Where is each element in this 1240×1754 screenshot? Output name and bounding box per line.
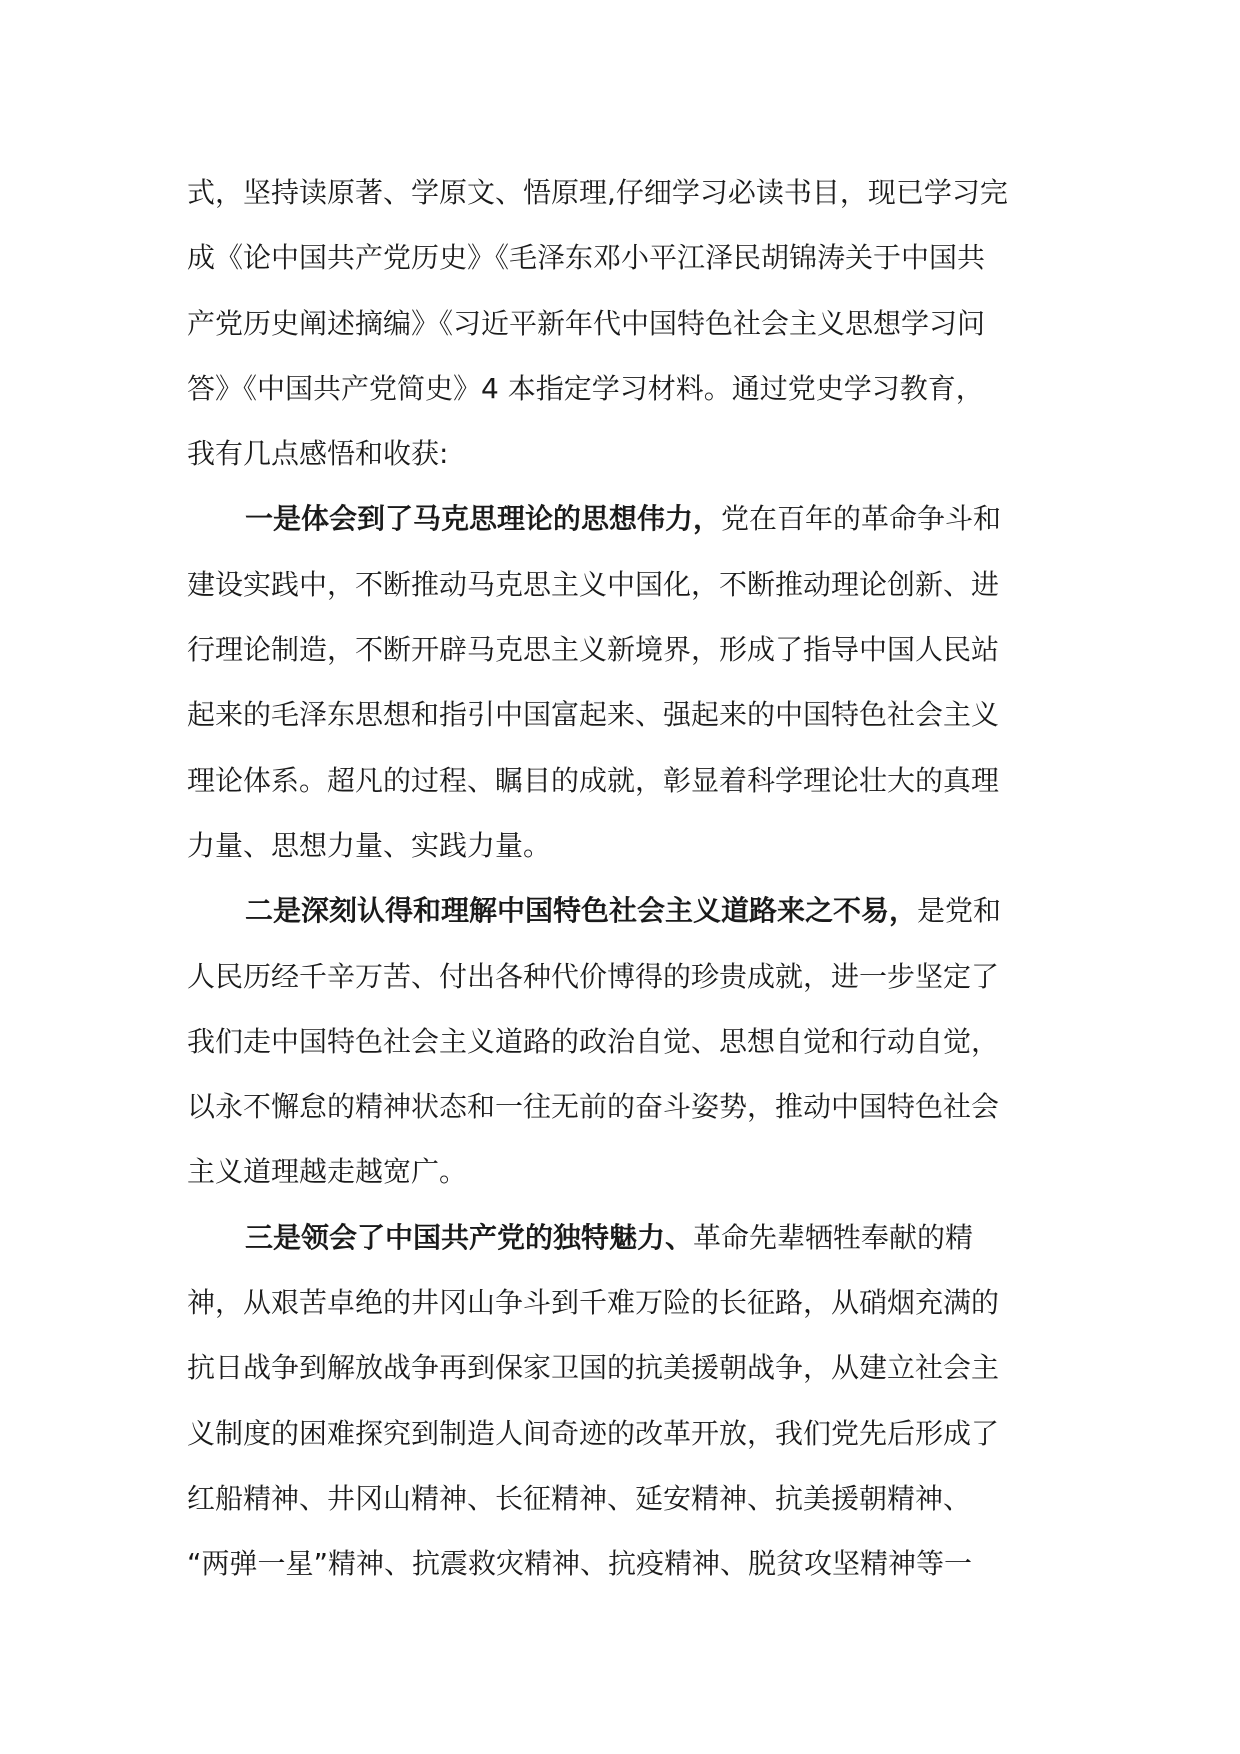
body-text-segment: 行理论制造，不断开辟马克思主义新境界，形成了指导中国人民站 (187, 633, 1000, 667)
text-line (187, 225, 1047, 290)
text-line (187, 356, 1047, 421)
body-text-segment: 答》《中国共产党简史》4 本指定学习材料。通过党史学习教育， (187, 371, 984, 405)
text-line (187, 748, 1047, 813)
body-text-segment: 人民历经千辛万苦、付出各种代价博得的珍贵成就，进一步坚定了 (187, 959, 1000, 993)
text-line (187, 1009, 1047, 1074)
text-line (187, 878, 1047, 943)
body-text-segment: 力量、思想力量、实践力量。 (187, 828, 552, 862)
body-text-segment: 是党和 (917, 894, 1002, 928)
text-line (187, 421, 1047, 486)
text-line (187, 617, 1047, 682)
body-text-segment: 义制度的困难探究到制造人间奇迹的改革开放，我们党先后形成了 (187, 1416, 1000, 1450)
body-text-segment: 抗日战争到解放战争再到保家卫国的抗美援朝战争，从建立社会主 (187, 1351, 1000, 1385)
text-line (187, 1205, 1047, 1270)
body-text-segment: “两弹一星”精神、抗震救灾精神、抗疫精神、脱贫攻坚精神等一 (187, 1547, 973, 1581)
text-line (187, 682, 1047, 747)
body-text-segment: 我们走中国特色社会主义道路的政治自觉、思想自觉和行动自觉， (187, 1024, 1000, 1058)
text-line (187, 1270, 1047, 1335)
text-line (187, 291, 1047, 356)
body-text-segment: 我有几点感悟和收获: (187, 437, 449, 471)
body-text-segment: 产党历史阐述摘编》《习近平新年代中国特色社会主义思想学习问 (187, 306, 986, 340)
bold-heading-text: 三是领会了中国共产党的独特魅力、 (245, 1220, 694, 1254)
body-text-segment: 理论体系。超凡的过程、瞩目的成就，彰显着科学理论壮大的真理 (187, 763, 1000, 797)
body-text-segment: 成《论中国共产党历史》《毛泽东邓小平江泽民胡锦涛关于中国共 (187, 241, 986, 275)
text-line (187, 552, 1047, 617)
body-text-segment: 红船精神、井冈山精神、长征精神、延安精神、抗美援朝精神、 (187, 1481, 972, 1515)
text-line (187, 944, 1047, 1009)
text-line (187, 1531, 1047, 1596)
text-line (187, 1139, 1047, 1204)
body-text-segment: 式，坚持读原著、学原文、悟原理,仔细学习必读书目，现已学习完 (187, 176, 1008, 209)
body-text-segment: 主义道理越走越宽广。 (187, 1155, 468, 1189)
text-line (187, 1466, 1047, 1531)
text-line (187, 1074, 1047, 1139)
body-text-segment: 党在百年的革命争斗和 (721, 502, 1002, 536)
text-line (187, 1401, 1047, 1466)
text-line (187, 1335, 1047, 1400)
bold-heading-text: 二是深刻认得和理解中国特色社会主义道路来之不易， (245, 894, 918, 928)
body-text-segment: 以永不懈怠的精神状态和一往无前的奋斗姿势，推动中国特色社会 (187, 1090, 1000, 1124)
body-text-segment: 神，从艰苦卓绝的井冈山争斗到千难万险的长征路，从硝烟充满的 (187, 1286, 1000, 1320)
body-text-segment: 起来的毛泽东思想和指引中国富起来、强起来的中国特色社会主义 (187, 698, 1000, 732)
text-line (187, 486, 1047, 551)
text-line (187, 813, 1047, 878)
body-text-segment: 革命先辈牺牲奉献的精 (693, 1220, 974, 1254)
bold-heading-text: 一是体会到了马克思理论的思想伟力， (245, 502, 722, 536)
body-text (187, 160, 1047, 1597)
body-text-segment: 建设实践中，不断推动马克思主义中国化，不断推动理论创新、进 (187, 567, 1000, 601)
text-line (187, 160, 1047, 225)
